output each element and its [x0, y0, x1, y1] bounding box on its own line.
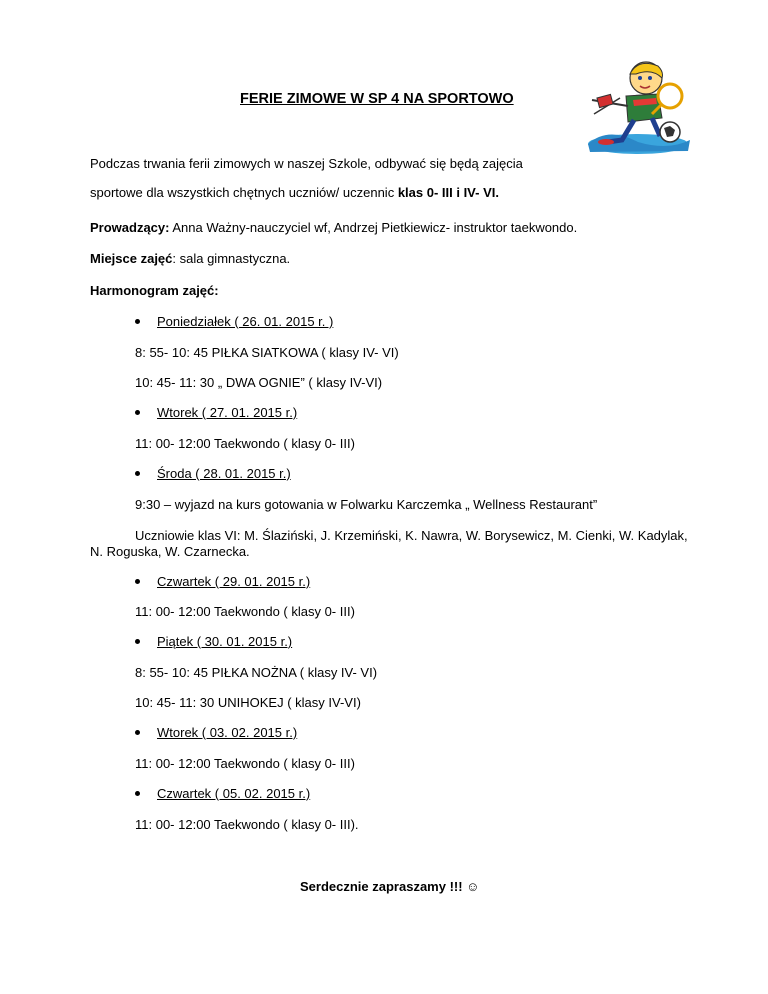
day-heading: Środa ( 28. 01. 2015 r.): [157, 466, 291, 481]
schedule-line: 8: 55- 10: 45 PIŁKA NOŻNA ( klasy IV- VI): [135, 665, 378, 680]
day-heading: Czwartek ( 29. 01. 2015 r.): [157, 574, 311, 589]
schedule-line: N. Roguska, W. Czarnecka.: [90, 544, 250, 559]
schedule-line: 11: 00- 12:00 Taekwondo ( klasy 0- III): [135, 756, 355, 771]
day-item: [135, 725, 297, 740]
schedule-heading: Harmonogram zajęć:: [90, 283, 219, 298]
day-item: [135, 466, 291, 481]
day-heading: Wtorek ( 27. 01. 2015 r.): [157, 405, 298, 420]
sport-kid-clipart-icon: [578, 56, 698, 156]
intro-text: sportowe dla wszystkich chętnych uczniów/ uczennic: [90, 185, 398, 200]
day-item: [135, 786, 310, 801]
schedule-line: 11: 00- 12:00 Taekwondo ( klasy 0- III): [135, 604, 355, 619]
bullet-icon: [135, 410, 140, 415]
bullet-icon: [135, 730, 140, 735]
intro-line-2: [90, 185, 499, 200]
day-heading: Poniedziałek ( 26. 01. 2015 r. ): [157, 314, 334, 329]
bullet-icon: [135, 579, 140, 584]
document-title: FERIE ZIMOWE W SP 4 NA SPORTOWO: [240, 91, 514, 107]
place-label: Miejsce zajęć: [90, 251, 173, 266]
schedule-line: Uczniowie klas VI: M. Ślaziński, J. Krzemiński, K. Nawra, W. Borysewicz, M. Cienki, W. Kadylak,: [135, 528, 688, 543]
leaders-line: [90, 220, 577, 235]
place-text: : sala gimnastyczna.: [172, 251, 291, 266]
day-item: [135, 314, 333, 329]
day-item: [135, 634, 292, 649]
schedule-line: 11: 00- 12:00 Taekwondo ( klasy 0- III): [135, 436, 355, 451]
schedule-line: 10: 45- 11: 30 UNIHOKEJ ( klasy IV-VI): [135, 695, 361, 710]
schedule-line: 10: 45- 11: 30 „ DWA OGNIE” ( klasy IV-VI): [135, 375, 383, 390]
bullet-icon: [135, 791, 140, 796]
schedule-line: 11: 00- 12:00 Taekwondo ( klasy 0- III).: [135, 817, 359, 832]
leaders-label: Prowadzący:: [90, 220, 170, 235]
day-heading: Czwartek ( 05. 02. 2015 r.): [157, 786, 311, 801]
day-item: [135, 405, 297, 420]
place-line: [90, 251, 290, 266]
intro-classes: klas 0- III i IV- VI.: [397, 185, 499, 200]
day-heading: Piątek ( 30. 01. 2015 r.): [157, 634, 293, 649]
closing-invitation: Serdecznie zapraszamy !!! ☺: [300, 879, 480, 894]
leaders-text: Anna Ważny-nauczyciel wf, Andrzej Pietkiewicz- instruktor taekwondo.: [169, 220, 578, 235]
bullet-icon: [135, 471, 140, 476]
day-item: [135, 574, 310, 589]
schedule-line: 8: 55- 10: 45 PIŁKA SIATKOWA ( klasy IV- VI): [135, 345, 399, 360]
bullet-icon: [135, 639, 140, 644]
day-heading: Wtorek ( 03. 02. 2015 r.): [157, 725, 298, 740]
intro-line-1: Podczas trwania ferii zimowych w naszej Szkole, odbywać się będą zajęcia: [90, 156, 523, 171]
bullet-icon: [135, 319, 140, 324]
schedule-line: 9:30 – wyjazd na kurs gotowania w Folwarku Karczemka „ Wellness Restaurant”: [135, 497, 598, 512]
